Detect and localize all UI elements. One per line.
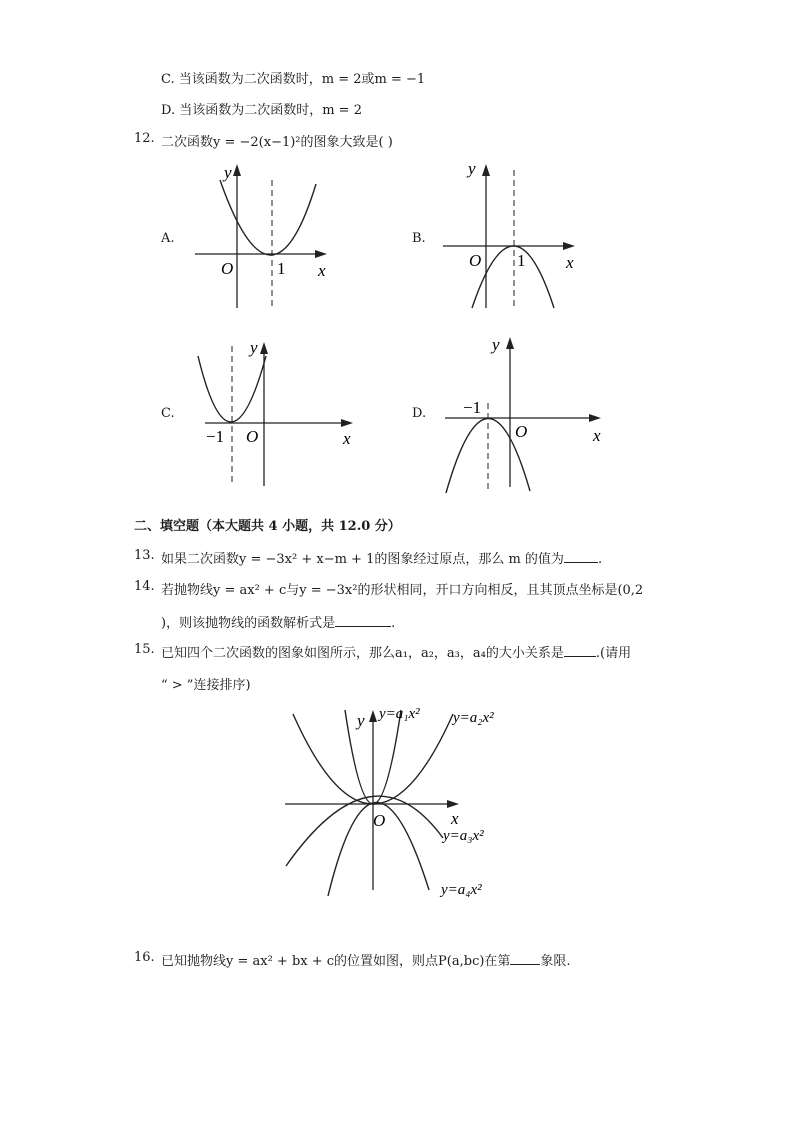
q15-curve3-label: y=a₃x² bbox=[443, 828, 484, 844]
q15-number: 15. bbox=[134, 642, 155, 657]
q15-curve4-label: y=a₄x² bbox=[441, 882, 482, 898]
graph-b-mark-label: 1 bbox=[517, 251, 526, 270]
graph-b-x-label: x bbox=[566, 253, 574, 272]
graph-d-x-label: x bbox=[593, 426, 601, 445]
q11-option-c: C. 当该函数为二次函数时，m = 2或m = −1 bbox=[161, 72, 426, 87]
q15-curve2-label: y=a₂x² bbox=[453, 710, 494, 726]
q14-text: 若抛物线y = ax² + c与y = −3x²的形状相同，开口方向相反，且其顶点坐标是(0,2 bbox=[161, 583, 644, 598]
q16-text-line bbox=[161, 950, 571, 969]
graph-c-y-label: y bbox=[250, 338, 258, 357]
q11-option-d: D. 当该函数为二次函数时，m = 2 bbox=[161, 103, 362, 118]
q12-option-b-label: B. bbox=[412, 231, 426, 246]
q14-number: 14. bbox=[134, 579, 155, 594]
graph-d-origin-label: O bbox=[515, 422, 528, 441]
q13-text-line bbox=[161, 548, 602, 567]
q15-x-label: x bbox=[451, 809, 459, 828]
q12-graph-b bbox=[440, 160, 590, 310]
q15-curve1-label: y=a₁x² bbox=[379, 706, 420, 722]
graph-b-origin-label: O bbox=[469, 251, 482, 270]
graph-c-mark-label: −1 bbox=[206, 427, 225, 446]
q12-graph-d bbox=[440, 333, 620, 493]
q15-tail: .(请用 bbox=[595, 646, 632, 661]
graph-b-y-label: y bbox=[468, 159, 476, 178]
q15-text-line bbox=[161, 642, 631, 661]
q14-tail: . bbox=[391, 616, 396, 631]
q16-tail: 象限. bbox=[540, 954, 571, 969]
graph-d-y-label: y bbox=[492, 335, 500, 354]
graph-c-origin-label: O bbox=[246, 427, 259, 446]
q15-origin-label: O bbox=[373, 811, 386, 830]
q14-answer-blank[interactable] bbox=[335, 625, 391, 627]
q15-text2: “ > ”连接排序) bbox=[161, 678, 251, 693]
q13-number: 13. bbox=[134, 548, 155, 563]
q12-graph-c bbox=[190, 338, 370, 488]
graph-a-origin-label: O bbox=[221, 259, 234, 278]
q13-tail: . bbox=[597, 552, 603, 567]
q16-text: 已知抛物线y = ax² + bx + c的位置如图，则点P(a,bc)在第 bbox=[161, 954, 511, 969]
q16-number: 16. bbox=[134, 950, 155, 965]
q12-number: 12. bbox=[134, 131, 155, 146]
q14-text2: )，则该抛物线的函数解析式是 bbox=[161, 616, 336, 631]
q15-answer-blank[interactable] bbox=[564, 655, 596, 657]
graph-d-mark-label: −1 bbox=[463, 398, 482, 417]
q12-option-d-label: D. bbox=[412, 406, 427, 421]
graph-a-y-label: y bbox=[224, 163, 232, 182]
graph-a-x-label: x bbox=[318, 261, 326, 280]
q16-answer-blank[interactable] bbox=[510, 963, 540, 965]
q15-text: 已知四个二次函数的图象如图所示，那么a₁，a₂，a₃，a₄的大小关系是 bbox=[161, 646, 564, 661]
graph-c-x-label: x bbox=[343, 429, 351, 448]
q12-option-a-label: A. bbox=[161, 231, 175, 246]
q12-graph-a bbox=[190, 160, 340, 310]
q12-stem: 二次函数y = −2(x−1)²的图象大致是( ) bbox=[161, 135, 393, 150]
q15-y-label: y bbox=[357, 711, 365, 730]
q15-figure bbox=[283, 700, 543, 900]
q14-text-line2 bbox=[161, 612, 395, 631]
q13-text: 如果二次函数y = −3x² + x−m + 1的图象经过原点，那么 m 的值为 bbox=[161, 552, 564, 567]
graph-a-mark-label: 1 bbox=[277, 259, 286, 278]
section-heading: 二、填空题（本大题共 4 小题，共 12.0 分） bbox=[134, 519, 401, 534]
q12-option-c-label: C. bbox=[161, 406, 175, 421]
q13-answer-blank[interactable] bbox=[564, 561, 598, 563]
